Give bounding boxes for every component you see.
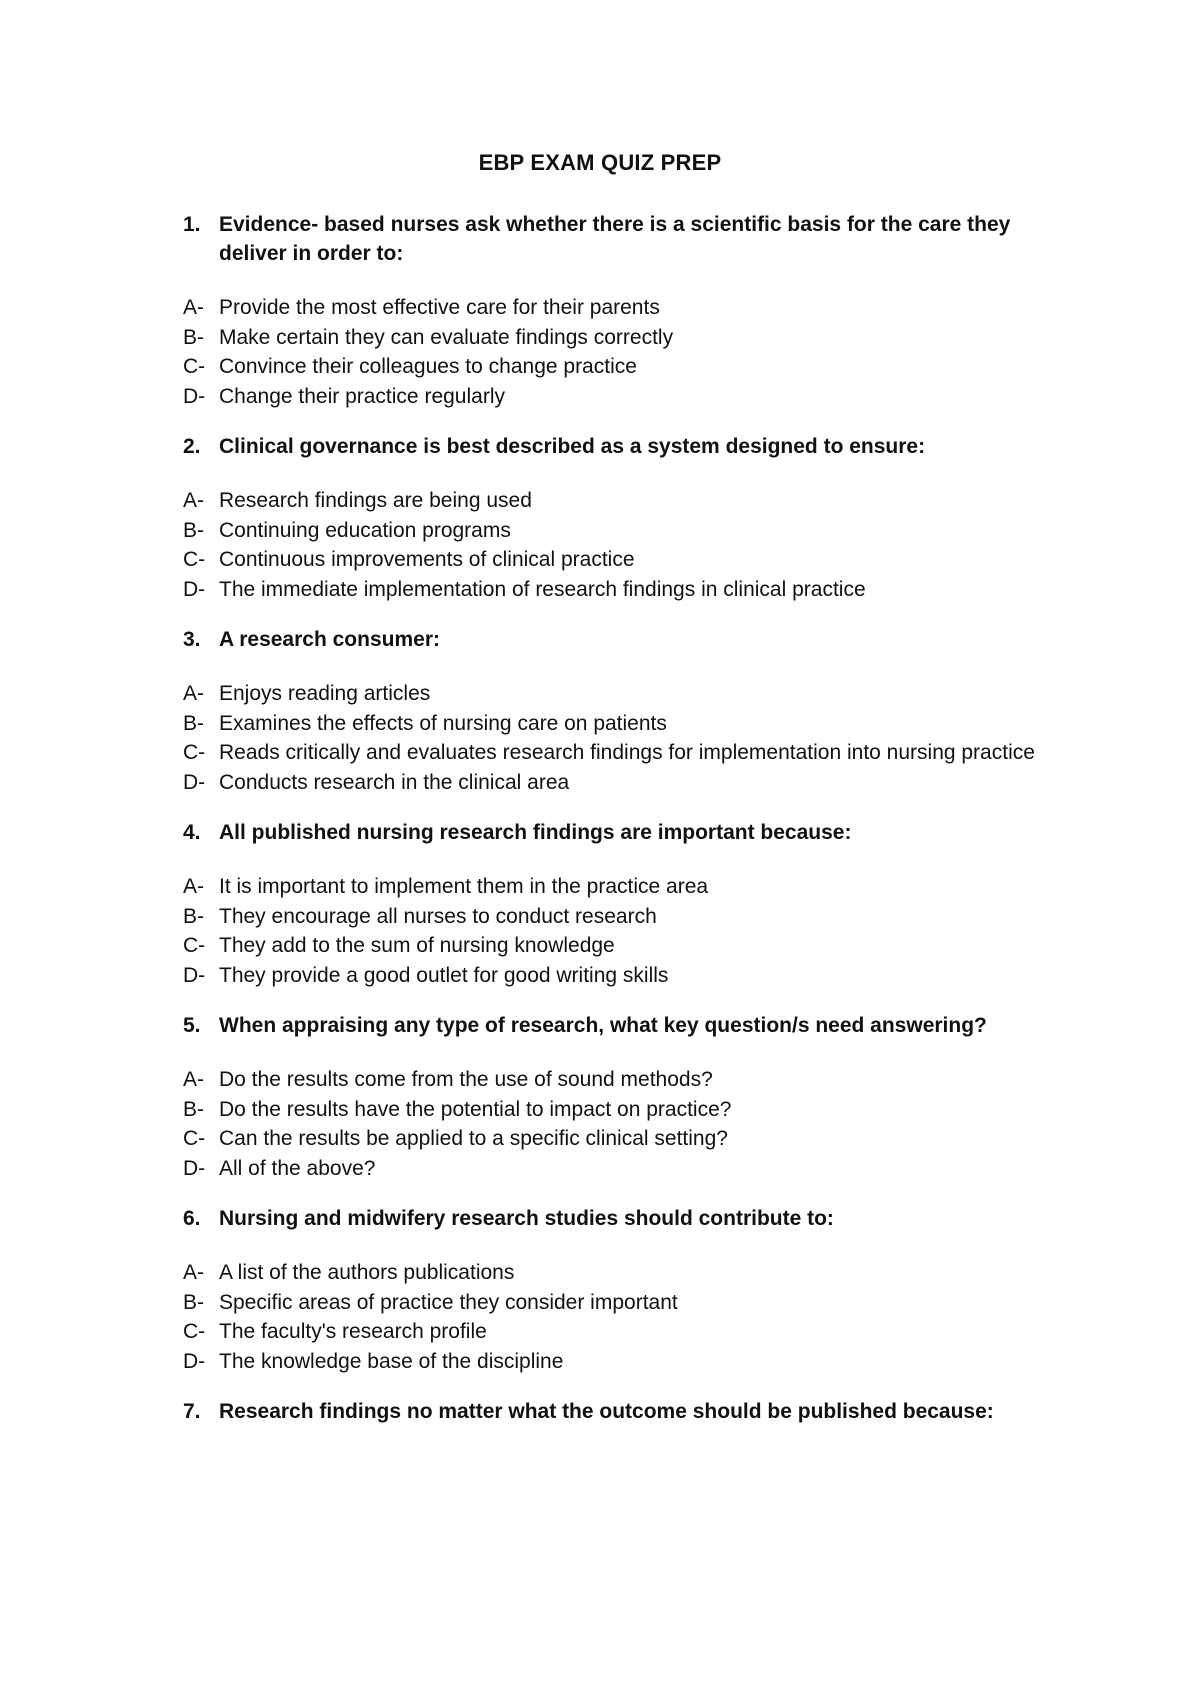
option-letter: B- [183, 904, 204, 928]
question-1 [183, 210, 1043, 411]
option-letter: B- [183, 1290, 204, 1314]
answer-option [183, 738, 1043, 768]
question-number: 2. [183, 435, 201, 458]
option-letter: A- [183, 296, 204, 319]
question-text: A research consumer: [219, 628, 440, 651]
question-text: When appraising any type of research, what key question/s need answering? [219, 1014, 987, 1037]
option-text: They encourage all nurses to conduct research [219, 904, 657, 928]
option-text: The faculty's research profile [219, 1320, 487, 1343]
question-text: Clinical governance is best described as a system designed to ensure: [219, 435, 926, 458]
option-text: Make certain they can evaluate findings correctly [219, 325, 674, 349]
answer-option [183, 1317, 1043, 1347]
question-number: 4. [183, 821, 201, 844]
question-number: 3. [183, 628, 201, 651]
question-text: Research findings no matter what the outcome should be published because: [219, 1400, 994, 1423]
option-text: Specific areas of practice they consider important [219, 1290, 678, 1314]
question-number: 1. [183, 213, 201, 236]
question-7 [183, 1397, 1043, 1426]
question-stem [183, 1397, 1043, 1426]
option-text: Continuing education programs [219, 518, 511, 542]
answer-option [183, 486, 1043, 516]
option-letter: D- [183, 963, 206, 987]
answer-option [183, 1258, 1043, 1288]
option-text: Reads critically and evaluates research findings for implementation into nursing practice [219, 741, 1035, 764]
question-list [183, 210, 1043, 1451]
option-letter: A- [183, 1068, 204, 1091]
option-letter: D- [183, 384, 206, 408]
option-text: Research findings are being used [219, 489, 532, 512]
answer-option [183, 872, 1043, 902]
answer-option [183, 1288, 1043, 1318]
answer-option [183, 709, 1043, 739]
answer-option [183, 352, 1043, 382]
answer-option [183, 1347, 1043, 1377]
answer-option [183, 575, 1043, 605]
question-stem [183, 1011, 1043, 1040]
option-text: A list of the authors publications [219, 1261, 515, 1284]
question-2 [183, 432, 1043, 604]
answer-option [183, 293, 1043, 323]
question-stem [183, 1204, 1043, 1233]
question-text: All published nursing research findings are important because: [219, 821, 852, 844]
answer-option [183, 323, 1043, 353]
option-text: Do the results come from the use of sound methods? [219, 1068, 713, 1091]
answer-option [183, 545, 1043, 575]
question-5 [183, 1011, 1043, 1183]
answer-option [183, 382, 1043, 412]
option-letter: D- [183, 1156, 206, 1180]
question-number: 7. [183, 1400, 201, 1423]
option-letter: C- [183, 548, 206, 571]
option-text: Change their practice regularly [219, 384, 505, 408]
answer-option [183, 1095, 1043, 1125]
question-stem [183, 625, 1043, 654]
answer-option [183, 1124, 1043, 1154]
option-letter: C- [183, 355, 206, 378]
option-text: Convince their colleagues to change practice [219, 355, 637, 378]
option-letter: A- [183, 1261, 204, 1284]
option-letter: B- [183, 325, 204, 349]
document-title: EBP EXAM QUIZ PREP [478, 150, 722, 175]
option-text: The knowledge base of the discipline [219, 1349, 564, 1373]
option-text: Can the results be applied to a specific clinical setting? [219, 1127, 728, 1150]
option-text: It is important to implement them in the practice area [219, 875, 709, 898]
option-text: Do the results have the potential to impact on practice? [219, 1097, 732, 1121]
option-text: They provide a good outlet for good writing skills [219, 963, 669, 987]
question-4 [183, 818, 1043, 990]
option-letter: C- [183, 1127, 206, 1150]
question-text: Nursing and midwifery research studies should contribute to: [219, 1207, 834, 1230]
answer-option [183, 902, 1043, 932]
option-text: All of the above? [219, 1156, 376, 1180]
option-text: The immediate implementation of research findings in clinical practice [219, 577, 866, 601]
option-letter: D- [183, 1349, 206, 1373]
option-letter: A- [183, 489, 204, 512]
option-text: Enjoys reading articles [219, 682, 431, 705]
option-letter: C- [183, 1320, 206, 1343]
answer-option [183, 1065, 1043, 1095]
option-letter: C- [183, 741, 206, 764]
option-text: Provide the most effective care for their parents [219, 296, 660, 319]
option-letter: D- [183, 770, 206, 794]
answer-option [183, 931, 1043, 961]
option-letter: B- [183, 711, 204, 735]
option-text: Examines the effects of nursing care on patients [219, 711, 667, 735]
option-letter: C- [183, 934, 206, 957]
question-number: 5. [183, 1014, 201, 1037]
answer-option [183, 768, 1043, 798]
question-stem [183, 432, 1043, 461]
answer-option [183, 516, 1043, 546]
option-text: Continuous improvements of clinical practice [219, 548, 635, 571]
question-stem [183, 210, 1043, 268]
question-text: Evidence- based nurses ask whether there is a scientific basis for the care they deliver in order to: [219, 213, 1011, 265]
option-letter: B- [183, 518, 204, 542]
answer-option [183, 961, 1043, 991]
option-letter: B- [183, 1097, 204, 1121]
option-text: Conducts research in the clinical area [219, 770, 570, 794]
option-letter: A- [183, 875, 204, 898]
answer-option [183, 679, 1043, 709]
question-stem [183, 818, 1043, 847]
option-letter: D- [183, 577, 206, 601]
question-number: 6. [183, 1207, 201, 1230]
question-6 [183, 1204, 1043, 1376]
option-letter: A- [183, 682, 204, 705]
question-3 [183, 625, 1043, 797]
answer-option [183, 1154, 1043, 1184]
option-text: They add to the sum of nursing knowledge [219, 934, 615, 957]
